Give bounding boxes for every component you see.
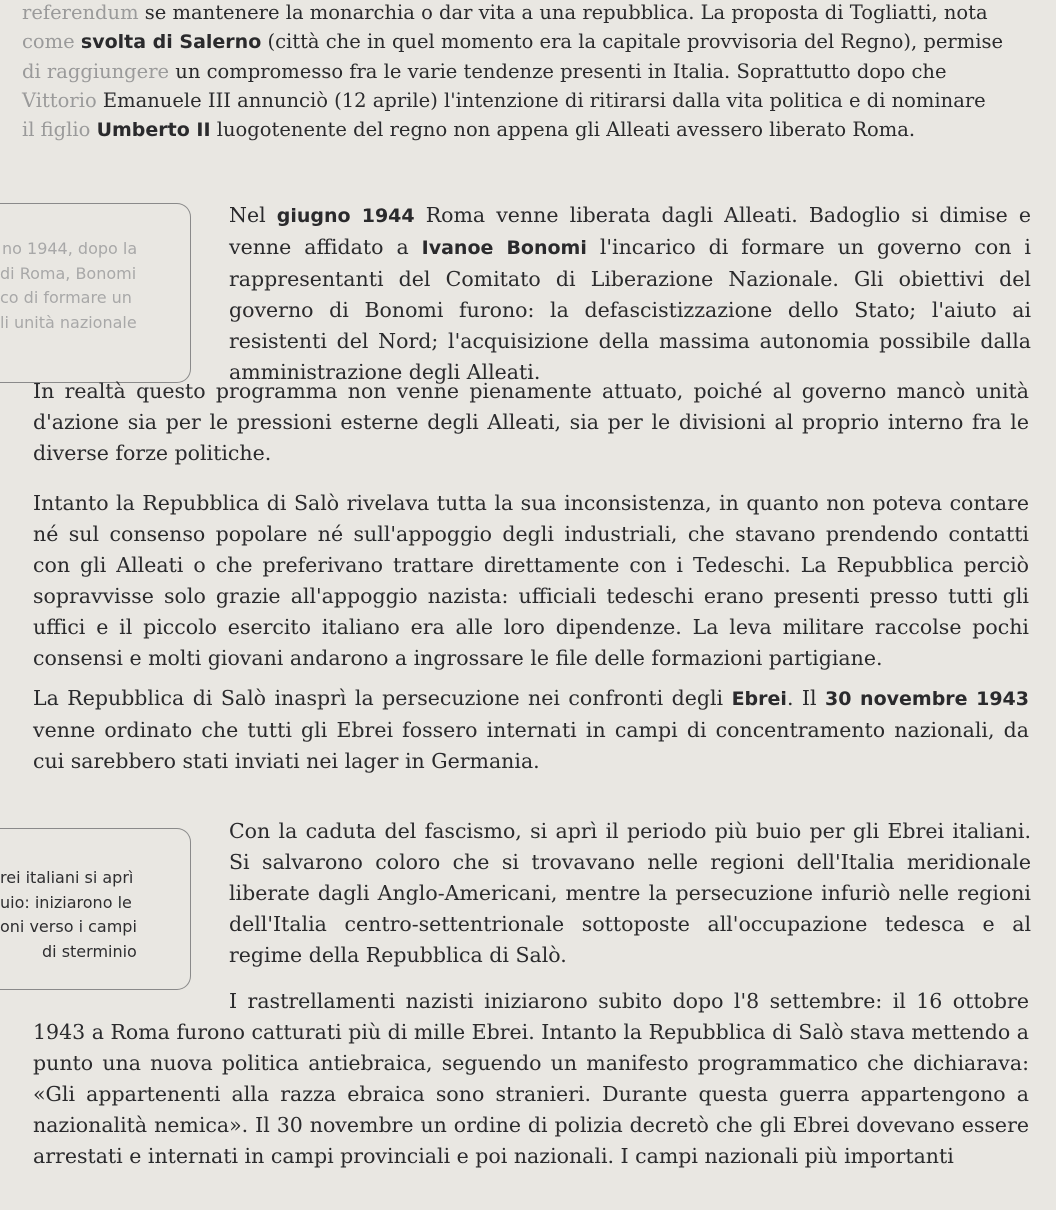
intro-paragraph [22,0,1032,145]
paragraph-rastrellamenti: I rastrellamenti nazisti iniziarono subito dopo l'8 settembre: il 16 ottobre 1943 a Roma furono catturati più di mille Ebrei. Intanto la Repubblica di Salò stava mettendo a punto una nuova politica antiebraica, seguendo un manifesto programmatico che dichiarava: «Gli appartenenti alla razza ebraica sono stranieri. Durante questa guerra appartengono a nazionalità nemica». Il 30 novembre un ordine di polizia decretò che gli Ebrei dovevano essere arrestati e internati in campi provinciali e poi nazionali. I campi nazionali più importanti [33,989,1029,1168]
paragraph-programma: In realtà questo programma non venne pienamente attuato, poiché al governo mancò unità d'azione sia per le pressioni esterne degli Alleati, sia per le divisioni al proprio interno fra le diverse forze politiche. [33,379,1029,465]
intro-line: di raggiungere un compromesso fra le varie tendenze presenti in Italia. Soprattutto dopo che [22,60,947,83]
margin-line: uio: iniziarono le [0,892,132,912]
intro-line: come svolta di Salerno (città che in quel momento era la capitale provvisoria del Regno), permise [22,30,1004,53]
paragraph-bonomi: Nel giugno 1944 Roma venne liberata dagli Alleati. Badoglio si dimise e venne affidato a Ivanoe Bonomi l'incarico di formare un governo con i rappresentanti del Comitato di Liberazione Nazionale. Gli obiettivi del governo di Bonomi furono: la defascistizzazione dello Stato; l'aiuto ai resistenti del Nord; l'acquisizione della massima autonomia possibile dalla amministrazione degli Alleati. [229,203,1031,384]
margin-summary-2 [0,828,192,990]
margin-line: di sterminio [42,941,137,961]
paragraph-caduta-fascismo: Con la caduta del fascismo, si aprì il periodo più buio per gli Ebrei italiani. Si salvarono coloro che si trovavano nelle regioni dell'Italia meridionale liberate dagli Anglo-Americani, mentre la persecuzione infuriò nelle regioni dell'Italia centro-settentrionale sottoposte all'occupazione tedesca e al regime della Repubblica di Salò. [229,819,1031,967]
margin-summary-1 [0,203,192,383]
margin-line: di Roma, Bonomi [0,263,137,283]
margin-line: oni verso i campi [0,917,137,936]
margin-line: co di formare un [0,288,132,307]
paragraph-salo: Intanto la Repubblica di Salò rivelava tutta la sua inconsistenza, in quanto non poteva contare né sul consenso popolare né sull'appoggio degli industriali, che stavano prendendo contatti con gli Alleati o che preferivano trattare direttamente con i Tedeschi. La Repubblica perciò sopravvisse solo grazie all'appoggio nazista: ufficiali tedeschi erano presenti presso tutti gli uffici e il piccolo esercito italiano era alle loro dipendenze. La leva militare raccolse pochi consensi e molti giovani andarono a ingrossare le file delle formazioni partigiane. [33,491,1029,670]
margin-line: li unità nazionale [0,312,137,332]
margin-line: no 1944, dopo la [2,239,138,258]
intro-line: il figlio Umberto II luogotenente del regno non appena gli Alleati avessero liberato Roma. [22,118,916,141]
intro-line: referendum se mantenere la monarchia o dar vita a una repubblica. La proposta di Togliatti, nota [22,1,988,24]
paragraph-ebrei: La Repubblica di Salò inasprì la persecuzione nei confronti degli Ebrei. Il 30 novembre 1943 venne ordinato che tutti gli Ebrei fossero internati in campi di concentramento nazionali, da cui sarebbero stati inviati nei lager in Germania. [33,686,1029,773]
intro-line: Vittorio Emanuele III annunciò (12 aprile) l'intenzione di ritirarsi dalla vita politica e di nominare [22,89,986,112]
margin-line: rei italiani si aprì [0,868,134,887]
